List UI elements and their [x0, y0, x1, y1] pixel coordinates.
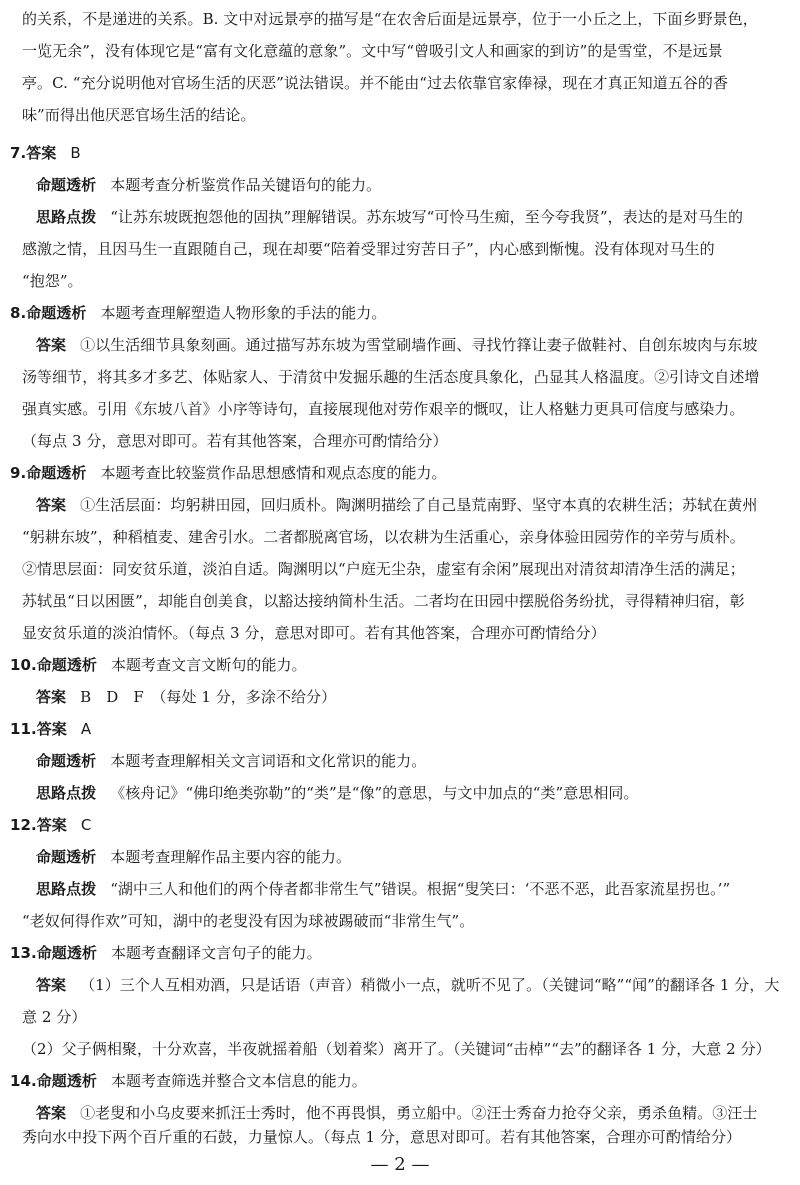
text-line: “躬耕东坡”，种稻植麦、建舍引水。二者都脱离官场，以农耕为生活重心，亲身体验田园劳作的辛劳与质朴。	[22, 528, 745, 546]
text-line: 感激之情，且因马生一直跟随自己，现在却要“陪着受罪过穷苦日子”，内心感到惭愧。没有体现对马生的	[22, 240, 715, 258]
hint-label: 思路点拨	[36, 784, 97, 802]
text-line: “老奴何得作欢”可知，湖中的老叟没有因为球被踢破而“非常生气”。	[22, 912, 475, 930]
text-line: 汤等细节，将其多才多艺、体贴家人、于清贫中发掘乐趣的生活态度具象化，凸显其人格温度。②引诗文自述增	[22, 368, 760, 386]
text-line: 的关系，不是递进的关系。B. 文中对远景亭的描写是“在农舍后面是远景亭，位于一小丘之上，下面乡野景色，	[22, 10, 758, 28]
text-line: 强真实感。引用《东坡八首》小序等诗句，直接展现他对劳作艰辛的慨叹，让人格魅力更具可信度与感染力。	[22, 400, 745, 418]
text-line: “抱怨”。	[22, 272, 83, 290]
question-10-answer	[36, 687, 336, 707]
answer-label: 答案	[36, 688, 67, 706]
answer-label: 答案	[36, 720, 67, 738]
hint-label: 思路点拨	[36, 208, 97, 226]
question-13-analysis	[10, 943, 322, 963]
question-10-analysis	[10, 655, 307, 675]
text-line: ②情思层面：同安贫乐道，淡泊自适。陶渊明以“户庭无尘杂，虚室有余闲”展现出对清贫却清净生活的满足；	[22, 560, 745, 578]
analysis-text: 本题考查理解作品主要内容的能力。	[110, 848, 352, 866]
analysis-label: 命题透析	[36, 848, 97, 866]
text-line: 显安贫乐道的淡泊情怀。（每点 3 分，意思对即可。若有其他答案，合理亦可酌情给分）	[22, 624, 606, 642]
question-number: 9.	[10, 464, 27, 482]
question-number: 10.	[10, 656, 37, 674]
page-number: — 2 —	[370, 1154, 430, 1175]
text-line: （2）父子俩相聚，十分欢喜，半夜就摇着船（划着桨）离开了。（关键词“击棹”“去”的翻译各 1 分，大意 2 分）	[22, 1040, 771, 1058]
question-11-analysis	[36, 751, 426, 771]
question-11-hint	[36, 783, 639, 803]
question-number: 14.	[10, 1072, 37, 1090]
text-line: 秀向水中投下两个百斤重的石鼓，力量惊人。（每点 1 分，意思对即可。若有其他答案，合理亦可酌情给分）	[22, 1128, 742, 1146]
question-7-hint	[36, 207, 743, 227]
answer-text: B D F （每处 1 分，多涂不给分）	[80, 688, 337, 706]
question-9-answer	[36, 495, 757, 515]
question-14-answer	[36, 1103, 757, 1123]
analysis-label: 命题透析	[36, 944, 97, 962]
question-8-answer	[36, 335, 757, 355]
analysis-label: 命题透析	[26, 464, 87, 482]
analysis-text: 本题考查翻译文言句子的能力。	[110, 944, 322, 962]
text-line: 亭。C. “充分说明他对官场生活的厌恶”说法错误。并不能由“过去依靠官家俸禄，现在才真正知道五谷的香	[22, 74, 728, 92]
question-12-analysis	[36, 847, 351, 867]
question-11-answer	[10, 719, 91, 739]
question-12-answer	[10, 815, 91, 835]
hint-label: 思路点拨	[36, 880, 97, 898]
text-line: 意 2 分）	[22, 1008, 87, 1026]
analysis-text: 本题考查筛选并整合文本信息的能力。	[110, 1072, 367, 1090]
question-7-analysis	[36, 175, 381, 195]
text-line: （每点 3 分，意思对即可。若有其他答案，合理亦可酌情给分）	[22, 432, 448, 450]
question-7-answer	[10, 143, 81, 163]
text-line: 苏轼虽“日以困匮”，却能自创美食，以豁达接纳简朴生活。二者均在田园中摆脱俗务纷扰，寻得精神归宿，彰	[22, 592, 745, 610]
analysis-text: 本题考查理解相关文言词语和文化常识的能力。	[110, 752, 427, 770]
hint-text: “让苏东坡既抱怨他的固执”理解错误。苏东坡写“可怜马生痴，至今夸我贤”，表达的是对马生的	[110, 208, 744, 226]
question-number: 12.	[10, 816, 37, 834]
analysis-text: 本题考查理解塑造人物形象的手法的能力。	[100, 304, 387, 322]
question-number: 13.	[10, 944, 37, 962]
answer-value: C	[80, 816, 92, 834]
hint-text: “湖中三人和他们的两个侍者都非常生气”错误。根据“叟笑曰：‘不恶不恶，此吾家流星拐也。’”	[110, 880, 731, 898]
answer-text: ①生活层面：均躬耕田园，回归质朴。陶渊明描绘了自己垦荒南野、坚守本真的农耕生活；苏轼在黄州	[80, 496, 758, 514]
question-14-analysis	[10, 1071, 367, 1091]
analysis-label: 命题透析	[36, 176, 97, 194]
answer-text: ①以生活细节具象刻画。通过描写苏东坡为雪堂刷墙作画、寻找竹箨让妻子做鞋衬、自创东坡肉与东坡	[80, 336, 758, 354]
answer-label: 答案	[26, 144, 57, 162]
analysis-label: 命题透析	[36, 656, 97, 674]
hint-text: 《核舟记》“佛印绝类弥勒”的“类”是“像”的意思，与文中加点的“类”意思相同。	[110, 784, 639, 802]
question-8-analysis	[10, 303, 386, 323]
question-13-answer	[36, 975, 779, 995]
answer-label: 答案	[36, 816, 67, 834]
answer-label: 答案	[36, 336, 67, 354]
analysis-text: 本题考查比较鉴赏作品思想感情和观点态度的能力。	[100, 464, 447, 482]
answer-text: ①老叟和小乌皮要来抓汪士秀时，他不再畏惧，勇立船中。②汪士秀奋力抢夺父亲，勇杀鱼精。③汪士	[80, 1104, 758, 1122]
question-number: 7.	[10, 144, 27, 162]
answer-value: A	[80, 720, 92, 738]
text-line: 味”而得出他厌恶官场生活的结论。	[22, 106, 256, 124]
analysis-text: 本题考查分析鉴赏作品关键语句的能力。	[110, 176, 382, 194]
answer-value: B	[70, 144, 81, 162]
answer-label: 答案	[36, 976, 67, 994]
answer-label: 答案	[36, 496, 67, 514]
question-number: 8.	[10, 304, 27, 322]
text-line: 一览无余”，没有体现它是“富有文化意蕴的意象”。文中写“曾吸引文人和画家的到访”的是雪堂，不是远景	[22, 42, 723, 60]
analysis-label: 命题透析	[36, 1072, 97, 1090]
question-9-analysis	[10, 463, 447, 483]
question-12-hint	[36, 879, 730, 899]
question-number: 11.	[10, 720, 37, 738]
answer-text: （1）三个人互相劝酒，只是话语（声音）稍微小一点，就听不见了。（关键词“略”“闻”的翻译各 1 分，大	[80, 976, 780, 994]
analysis-text: 本题考查文言文断句的能力。	[110, 656, 307, 674]
answer-label: 答案	[36, 1104, 67, 1122]
analysis-label: 命题透析	[26, 304, 87, 322]
analysis-label: 命题透析	[36, 752, 97, 770]
